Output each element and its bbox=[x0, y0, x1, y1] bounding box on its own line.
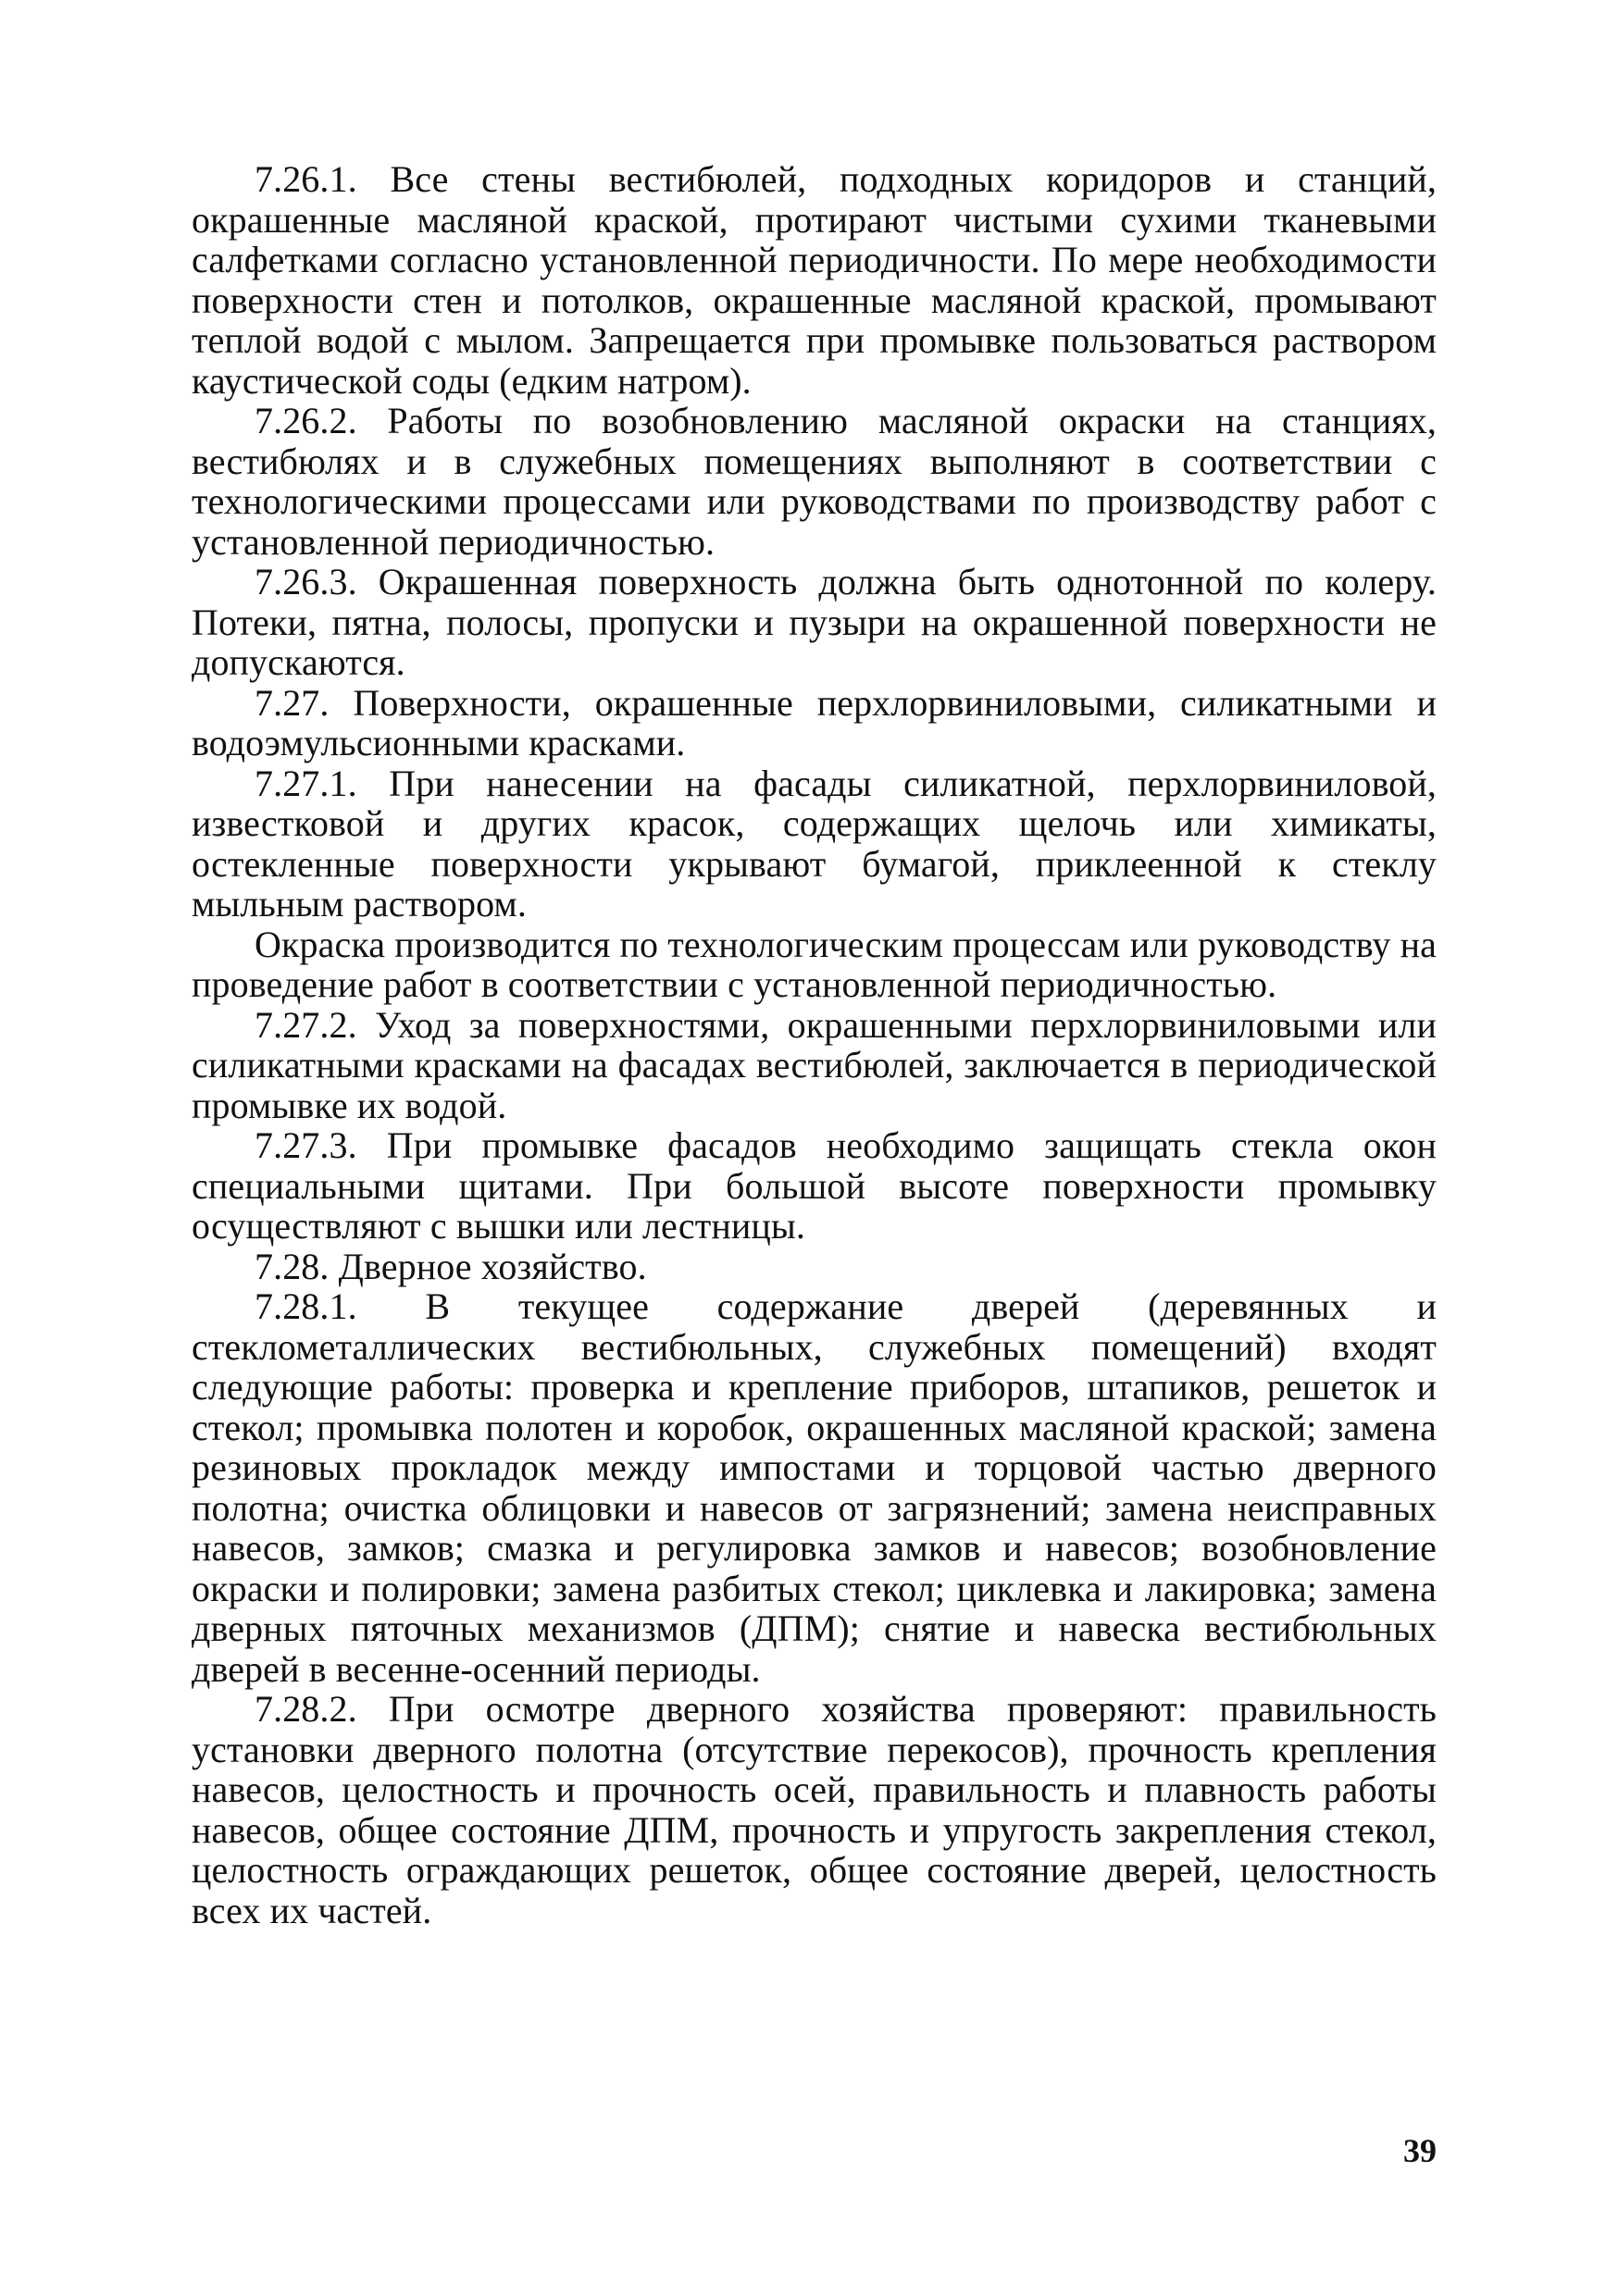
paragraph-text: При осмотре дверного хозяйства проверяют: правильность установки дверного полотна (отсутствие перекосов), прочность крепления навесов, целостность и прочность осей, правильность и плавность работы навесов, общее состояние ДПМ, прочность и упругость закрепления стекол, целостность ограждающих решеток, общее состояние дверей, целостность всех их частей. bbox=[192, 1688, 1437, 1931]
clause-number: 7.28.2. bbox=[255, 1688, 357, 1730]
paragraph-text: Работы по возобновлению масляной окраски на станциях, вестибюлях и в служебных помещениях выполняют в соответствии с технологическими процессами или руководствами по производству работ с установленной периодичностью. bbox=[192, 400, 1437, 563]
clause-number: 7.26.3. bbox=[255, 561, 357, 602]
paragraph-text: Дверное хозяйство. bbox=[329, 1245, 647, 1287]
clause-number: 7.26.1. bbox=[255, 158, 357, 200]
paragraph-7-28 bbox=[192, 1247, 1437, 1287]
paragraph-7-27-1-cont bbox=[192, 925, 1437, 1005]
paragraph-7-26-3 bbox=[192, 562, 1437, 683]
paragraph-text: Окрашенная поверхность должна быть однотонной по колеру. Потеки, пятна, полосы, пропуски и пузыри на окрашенной поверхности не допускаются. bbox=[192, 561, 1437, 683]
page-number: 39 bbox=[1403, 2132, 1437, 2169]
paragraph-7-27-2 bbox=[192, 1005, 1437, 1126]
clause-number: 7.27.2. bbox=[255, 1003, 357, 1046]
paragraph-7-27-1 bbox=[192, 763, 1437, 925]
paragraph-7-27-3 bbox=[192, 1125, 1437, 1247]
clause-number: 7.27.1. bbox=[255, 762, 357, 804]
clause-number: 7.28. bbox=[255, 1245, 330, 1287]
page-body bbox=[192, 159, 1437, 1930]
paragraph-7-26-1 bbox=[192, 159, 1437, 401]
paragraph-7-28-2 bbox=[192, 1689, 1437, 1930]
clause-number: 7.27. bbox=[255, 681, 330, 724]
paragraph-7-26-2 bbox=[192, 401, 1437, 562]
clause-number: 7.26.2. bbox=[255, 400, 357, 441]
paragraph-7-27 bbox=[192, 683, 1437, 763]
paragraph-7-28-1 bbox=[192, 1286, 1437, 1689]
paragraph-text: При промывке фасадов необходимо защищать стекла окон специальными щитами. При большой высоте поверхности промывку осуществляют с вышки или лестницы. bbox=[192, 1124, 1437, 1247]
paragraph-text: Уход за поверхностями, окрашенными перхлорвиниловыми или силикатными красками на фасадах вестибюлей, заключается в периодической промывке их водой. bbox=[192, 1003, 1437, 1126]
paragraph-text: При нанесении на фасады силикатной, перхлорвиниловой, известковой и других красок, содержащих щелочь или химикаты, остекленные поверхности укрывают бумагой, приклеенной к стеклу мыльным раствором. bbox=[192, 762, 1437, 925]
clause-number: 7.27.3. bbox=[255, 1124, 357, 1166]
paragraph-text: В текущее содержание дверей (деревянных и стеклометаллических вестибюльных, служебных помещений) входят следующие работы: проверка и крепление приборов, штапиков, решеток и стекол; промывка полотен и коробок, окрашенных масляной краской; замена резиновых прокладок между импостами и торцовой частью дверного полотна; очистка облицовки и навесов от загрязнений; замена неисправных навесов, замков; смазка и регулировка замков и навесов; возобновление окраски и полировки; замена разбитых стекол; циклевка и лакировка; замена дверных пяточных механизмов (ДПМ); снятие и навеска вестибюльных дверей в весенне-осенний периоды. bbox=[192, 1285, 1437, 1690]
clause-number: 7.28.1. bbox=[255, 1285, 357, 1327]
paragraph-text: Все стены вестибюлей, подходных коридоров и станций, окрашенные масляной краской, протирают чистыми сухими тканевыми салфетками согласно установленной периодичности. По мере необходимости поверхности стен и потолков, окрашенные масляной краской, промывают теплой водой с мылом. Запрещается при промывке пользоваться раствором каустической соды (едким натром). bbox=[192, 158, 1437, 402]
paragraph-text: Окраска производится по технологическим процессам или руководству на проведение работ в соответствии с установленной периодичностью. bbox=[192, 923, 1437, 1005]
paragraph-text: Поверхности, окрашенные перхлорвиниловыми, силикатными и водоэмульсионными красками. bbox=[192, 681, 1437, 763]
